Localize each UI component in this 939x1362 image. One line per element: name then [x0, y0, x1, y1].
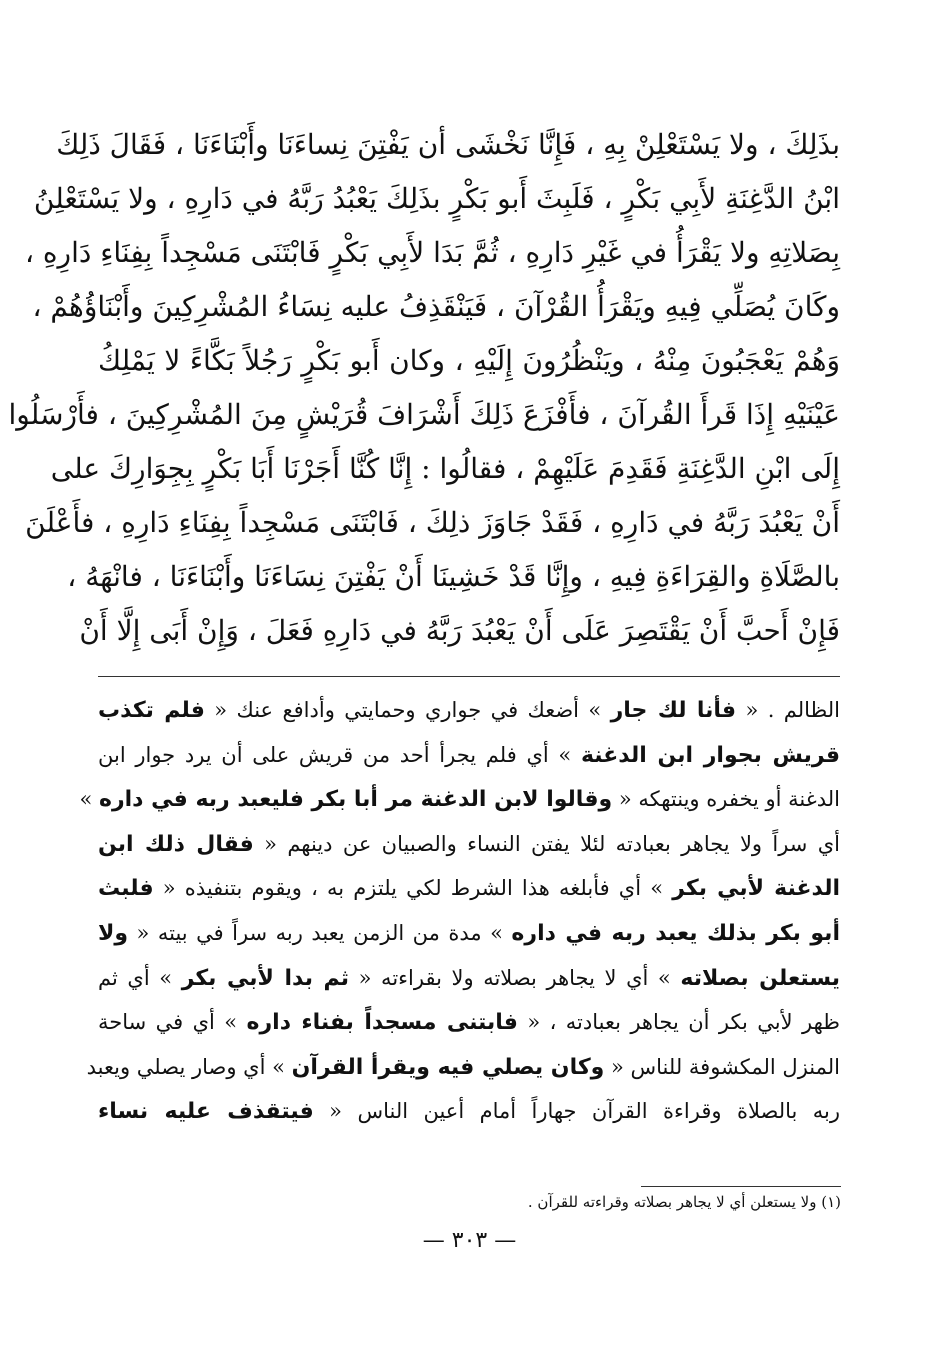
- commentary-phrase: »: [79, 787, 99, 812]
- quoted-hadith-phrase: ولا: [98, 920, 129, 946]
- quoted-hadith-phrase: فأنا لك جار: [610, 698, 737, 723]
- footnote-rule: [641, 1186, 841, 1187]
- commentary-phrase: » أي فلم يجرأ أحد من قريش على أن يرد جوار ابن: [98, 742, 581, 767]
- hadith-line: بالصَّلَاةِ والقِرَاءَةِ فِيهِ ، وإِنَّا قَدْ خَشِينَا أَنْ يَفْتِنَ نِسَاءَنَا وأَبْنَاءَنَا ، فانْهَهُ ،: [67, 560, 840, 593]
- quoted-hadith-phrase: فلبث: [98, 876, 154, 902]
- quoted-hadith-phrase: الدغنة لأبي بكر: [672, 876, 840, 902]
- commentary-line: [98, 688, 840, 733]
- commentary-phrase: » أي لا يجاهر بصلاته ولا بقراءته «: [349, 965, 681, 990]
- hadith-line: أَنْ يَعْبُدَ رَبَّهُ في دَارِهِ ، فَقَدْ جَاوَزَ ذلِكَ ، فَابْتَنَى مَسْجِداً بِفِنَاءِ دَارِهِ ، فأَعْلَنَ: [25, 506, 840, 539]
- commentary-phrase: ظهر لأبي بكر أن يجاهر بعبادته ، «: [517, 1010, 840, 1035]
- quoted-hadith-phrase: فابتنى مسجداً بفناء داره: [246, 1010, 518, 1036]
- commentary-line: [98, 866, 840, 911]
- commentary-line: [98, 1089, 840, 1134]
- quoted-hadith-phrase: يستعلن بصلاته: [680, 965, 840, 991]
- commentary-line: [86, 1045, 840, 1090]
- page-number: — ٣٠٣ —: [422, 1228, 517, 1253]
- commentary-phrase: المنزل المكشوفة للناس «: [604, 1054, 840, 1079]
- quoted-hadith-phrase: فيتقذف عليه نساء: [98, 1099, 314, 1125]
- quoted-hadith-phrase: قريش بجوار ابن الدغنة: [580, 742, 840, 768]
- commentary-phrase: الظالم . «: [736, 698, 840, 722]
- quoted-hadith-phrase: أبو بكر بذلك يعبد ربه في داره: [511, 920, 840, 946]
- commentary-phrase: » أضعك في جواري وحمايتي وأدافع عنك «: [204, 698, 611, 722]
- commentary-phrase: ربه بالصلاة وقراءة القرآن جهاراً أمام أعين الناس «: [313, 1099, 840, 1124]
- hadith-line: وَهُمْ يَعْجَبُونَ مِنْهُ ، ويَنْظُرُونَ إِلَيْهِ ، وكان أَبو بَكْرٍ رَجُلاً بَكَّاءً لا يَمْلِكُ: [98, 344, 840, 377]
- commentary-line: [98, 911, 840, 956]
- hadith-line: عَيْنَيْهِ إِذَا قَرأَ القُرآنَ ، فأَفْزَعَ ذَلِكَ أَشْرَافَ قُرَيْشٍ مِنَ المُشْرِكِينَ ، فأَرْسَلُوا: [8, 398, 840, 431]
- hadith-line: إِلَى ابْنِ الدَّغِنَةِ فَقَدِمَ عَلَيْهِمْ ، فقالُوا : إِنَّا كُنَّا أَجَرْنَا أَبَا بَكْرٍ بِجِوَارِكَ على: [50, 452, 840, 485]
- quoted-hadith-phrase: فلم تكذب: [98, 698, 205, 723]
- quoted-hadith-phrase: وكان يصلي فيه ويقرأ القرآن: [291, 1054, 605, 1080]
- hadith-text: [8, 118, 840, 658]
- commentary-phrase: » مدة من الزمن يعبد ربه سراً في بيته «: [128, 920, 512, 945]
- section-divider: [98, 676, 840, 677]
- commentary-phrase: » أي في ساحة: [98, 1010, 247, 1035]
- commentary-phrase: الدغنة أو يخفره وينتهكه «: [612, 787, 840, 812]
- commentary-phrase: » أي ثم: [98, 965, 182, 990]
- commentary-phrase: » أي وصار يصلي ويعبد: [86, 1054, 292, 1079]
- commentary-phrase: » أي فأبلغه هذا الشرط لكي يلتزم به ، ويقوم بتنفيذه «: [153, 876, 673, 901]
- commentary-text: [79, 688, 840, 1134]
- hadith-line: بِصَلاتِهِ ولا يَقْرَأُ في غَيْرِ دَارِهِ ، ثُمَّ بَدَا لأَبِي بَكْرٍ فَابْتَنَى مَسْجِداً بِفِنَاءِ دَارِهِ ،: [24, 236, 840, 269]
- footnote: (١) ولا يستعلن أي لا يجاهر بصلاته وقراءته للقرآن .: [527, 1193, 841, 1211]
- commentary-line: [79, 777, 840, 822]
- commentary-phrase: أي سراً ولا يجاهر بعبادته لئلا يفتن النساء والصبيان عن دينهم «: [253, 831, 840, 856]
- commentary-line: [98, 733, 840, 778]
- quoted-hadith-phrase: ثم بدا لأبي بكر: [181, 965, 350, 991]
- hadith-line: بذَلِكَ ، ولا يَسْتَعْلِنْ بِهِ ، فَإِنَّا نَخْشَى أن يَفْتِنَ نِساءَنَا وأَبْنَاءَنَا ، فَقَالَ ذَلِكَ: [56, 128, 840, 161]
- hadith-line: فَإِنْ أَحبَّ أَنْ يَقْتَصِرَ عَلَى أَنْ يَعْبُدَ رَبَّهُ في دَارِهِ فَعَلَ ، وَإِنْ أَبَى إِلَّا أَنْ: [79, 614, 840, 647]
- commentary-line: [98, 956, 840, 1001]
- commentary-line: [98, 1000, 840, 1045]
- hadith-line: وكَانَ يُصَلِّي فِيهِ ويَقْرَأُ القُرْآنَ ، فَيَنْقَذِفُ عليه نِسَاءُ المُشْرِكِينَ وأَبْنَاؤُهُمْ ،: [32, 290, 840, 323]
- commentary-line: [98, 822, 840, 867]
- hadith-line: ابْنُ الدَّغِنَةِ لأَبِي بَكْرٍ ، فَلَبِثَ أَبو بَكْرٍ بذَلِكَ يَعْبُدُ رَبَّهُ في دَارِهِ ، ولا يَسْتَعْلِنُ: [33, 182, 840, 215]
- quoted-hadith-phrase: فقال ذلك ابن: [98, 831, 254, 857]
- quoted-hadith-phrase: وقالوا لابن الدغنة مر أبا بكر فليعبد ربه في داره: [98, 787, 613, 813]
